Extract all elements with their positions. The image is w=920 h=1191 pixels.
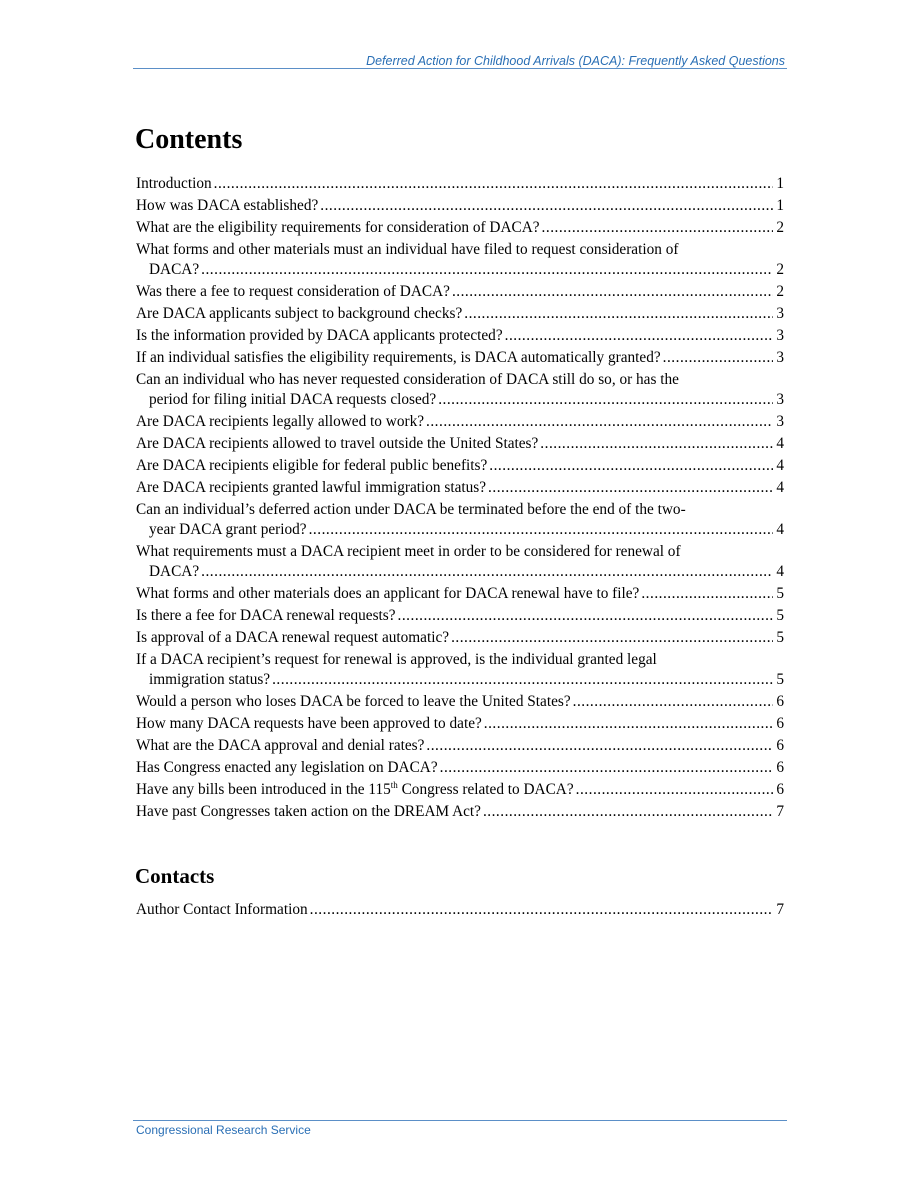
toc-entry[interactable] xyxy=(136,692,784,712)
toc-page-number: 6 xyxy=(776,693,784,710)
toc-entry-text-continued: immigration status? xyxy=(149,671,271,688)
dot-leader xyxy=(320,196,773,216)
toc-entry-text-main: Are DACA recipients eligible for federal public benefits? xyxy=(136,457,488,474)
dot-leader xyxy=(309,520,774,540)
toc-list xyxy=(136,174,784,824)
toc-entry-text-main: What are the DACA approval and denial rates? xyxy=(136,737,425,754)
toc-entry-text xyxy=(136,304,462,324)
toc-entry[interactable] xyxy=(136,736,784,756)
toc-page-number: 5 xyxy=(776,607,784,624)
toc-entry-text xyxy=(136,174,212,194)
toc-entry[interactable] xyxy=(136,628,784,648)
toc-page-number: 4 xyxy=(776,479,784,496)
toc-entry-text xyxy=(136,326,503,346)
toc-entry-text xyxy=(136,584,639,604)
toc-page-number: 3 xyxy=(776,327,784,344)
toc-entry[interactable] xyxy=(136,900,784,920)
toc-entry-text xyxy=(136,348,661,368)
dot-leader xyxy=(440,758,774,778)
toc-entry-text xyxy=(136,218,540,238)
toc-entry[interactable] xyxy=(136,282,784,302)
toc-entry-text-continued: DACA? xyxy=(149,261,200,278)
toc-page-number: 4 xyxy=(776,563,784,580)
toc-page-number: 6 xyxy=(776,781,784,798)
dot-leader xyxy=(573,692,774,712)
toc-entry-text-main: What are the eligibility requirements for consideration of DACA? xyxy=(136,219,540,236)
toc-entry-text-main: Have past Congresses taken action on the DREAM Act? xyxy=(136,803,481,820)
toc-page-number: 6 xyxy=(776,737,784,754)
toc-entry-text-main: Introduction xyxy=(136,175,212,192)
dot-leader xyxy=(505,326,774,346)
toc-entry[interactable] xyxy=(136,584,784,604)
dot-leader xyxy=(398,606,774,626)
toc-entry-text: If a DACA recipient’s request for renewal is approved, is the individual granted legal xyxy=(136,651,657,668)
header-rule xyxy=(133,68,787,69)
dot-leader xyxy=(488,478,773,498)
dot-leader xyxy=(483,802,773,822)
toc-entry[interactable] xyxy=(136,478,784,498)
dot-leader xyxy=(489,456,773,476)
dot-leader xyxy=(426,412,773,432)
toc-entry-text xyxy=(136,434,538,454)
toc-entry-text xyxy=(136,900,308,920)
toc-page-number: 5 xyxy=(776,629,784,646)
toc-entry-text-main: What forms and other materials does an applicant for DACA renewal have to file? xyxy=(136,585,640,602)
toc-entry[interactable] xyxy=(136,196,784,216)
toc-entry-text-main: Was there a fee to request consideration of DACA? xyxy=(136,283,450,300)
toc-entry[interactable] xyxy=(136,326,784,346)
toc-page-number: 4 xyxy=(776,521,784,538)
dot-leader xyxy=(310,900,774,920)
toc-entry-text xyxy=(136,196,318,216)
dot-leader xyxy=(438,390,773,410)
toc-entry-text-main: Author Contact Information xyxy=(136,901,308,918)
toc-entry[interactable] xyxy=(136,348,784,368)
toc-entry-text-main: Are DACA recipients allowed to travel outside the United States? xyxy=(136,435,539,452)
toc-page-number: 7 xyxy=(776,901,784,918)
toc-page-number: 1 xyxy=(776,175,784,192)
toc-entry[interactable] xyxy=(136,218,784,238)
toc-entry-text xyxy=(136,714,482,734)
dot-leader xyxy=(451,628,773,648)
dot-leader xyxy=(464,304,773,324)
toc-entry-text-main: Is the information provided by DACA applicants protected? xyxy=(136,327,503,344)
toc-page-number: 5 xyxy=(776,671,784,688)
dot-leader xyxy=(452,282,773,302)
toc-entry-text: What requirements must a DACA recipient meet in order to be considered for renewal of xyxy=(136,543,681,560)
toc-page-number: 2 xyxy=(776,219,784,236)
toc-entry-text xyxy=(136,736,424,756)
toc-page-number: 2 xyxy=(776,261,784,278)
toc-entry-text-continued: year DACA grant period? xyxy=(149,521,307,538)
dot-leader xyxy=(663,348,774,368)
dot-leader xyxy=(426,736,773,756)
toc-entry-text-main: Is approval of a DACA renewal request automatic? xyxy=(136,629,450,646)
toc-entry[interactable] xyxy=(136,780,784,800)
toc-entry-text: Can an individual’s deferred action under DACA be terminated before the end of the two- xyxy=(136,501,686,518)
toc-entry-text-main: Has Congress enacted any legislation on DACA? xyxy=(136,759,438,776)
toc-entry-text-main: How was DACA established? xyxy=(136,197,319,214)
toc-entry-text: What forms and other materials must an individual have filed to request consideration of xyxy=(136,241,679,258)
toc-entry-text-main: Are DACA applicants subject to background checks? xyxy=(136,305,463,322)
toc-entry[interactable] xyxy=(136,370,784,410)
toc-page-number: 6 xyxy=(776,759,784,776)
toc-entry-text xyxy=(136,692,571,712)
dot-leader xyxy=(540,434,773,454)
dot-leader xyxy=(484,714,774,734)
toc-entry-text-main: Are DACA recipients legally allowed to work? xyxy=(136,413,425,430)
page-title: Contents xyxy=(135,124,243,155)
toc-entry-text xyxy=(136,802,481,822)
toc-entry[interactable] xyxy=(136,304,784,324)
toc-entry-text xyxy=(136,758,438,778)
toc-entry[interactable] xyxy=(136,802,784,822)
toc-page-number: 6 xyxy=(776,715,784,732)
dot-leader xyxy=(214,174,774,194)
toc-entry-text-continued: period for filing initial DACA requests closed? xyxy=(149,391,437,408)
toc-entry[interactable] xyxy=(136,412,784,432)
footer-rule xyxy=(133,1120,787,1121)
toc-entry[interactable] xyxy=(136,606,784,626)
toc-entry[interactable] xyxy=(136,650,784,690)
contacts-list xyxy=(136,900,784,922)
toc-page-number: 1 xyxy=(776,197,784,214)
toc-entry-text-main: Is there a fee for DACA renewal requests? xyxy=(136,607,396,624)
footer-org: Congressional Research Service xyxy=(136,1123,311,1137)
toc-entry-text-main: Would a person who loses DACA be forced to leave the United States? xyxy=(136,693,571,710)
toc-page-number: 3 xyxy=(776,349,784,366)
running-header: Deferred Action for Childhood Arrivals (DACA): Frequently Asked Questions xyxy=(366,54,785,68)
toc-entry[interactable] xyxy=(136,542,784,582)
toc-entry[interactable] xyxy=(136,240,784,280)
contacts-title: Contacts xyxy=(135,864,215,888)
toc-entry[interactable] xyxy=(136,758,784,778)
toc-page-number: 7 xyxy=(776,803,784,820)
toc-entry[interactable] xyxy=(136,434,784,454)
toc-entry-text xyxy=(136,628,449,648)
toc-entry[interactable] xyxy=(136,714,784,734)
toc-page-number: 5 xyxy=(776,585,784,602)
toc-page-number: 3 xyxy=(776,391,784,408)
toc-entry[interactable] xyxy=(136,174,784,194)
dot-leader xyxy=(201,562,773,582)
toc-entry-text-main: Have any bills been introduced in the 115 xyxy=(136,781,391,798)
toc-entry-text xyxy=(136,282,450,302)
toc-entry-text: Can an individual who has never requested consideration of DACA still do so, or has the xyxy=(136,371,679,388)
toc-entry-text xyxy=(136,478,486,498)
toc-entry-text xyxy=(136,780,574,800)
toc-page-number: 2 xyxy=(776,283,784,300)
toc-entry-text-main: How many DACA requests have been approved to date? xyxy=(136,715,482,732)
toc-entry-text-main: If an individual satisfies the eligibility requirements, is DACA automatically granted? xyxy=(136,349,661,366)
toc-entry-text xyxy=(136,412,424,432)
toc-entry-text xyxy=(136,606,396,626)
toc-entry-text-tail: Congress related to DACA? xyxy=(397,781,574,798)
toc-page-number: 3 xyxy=(776,413,784,430)
dot-leader xyxy=(272,670,773,690)
toc-page-number: 3 xyxy=(776,305,784,322)
toc-entry-text-main: Are DACA recipients granted lawful immigration status? xyxy=(136,479,487,496)
toc-entry-text xyxy=(136,456,487,476)
toc-entry-text-continued: DACA? xyxy=(149,563,200,580)
dot-leader xyxy=(641,584,773,604)
dot-leader xyxy=(542,218,774,238)
ordinal-superscript: th xyxy=(390,779,398,790)
dot-leader xyxy=(201,260,773,280)
toc-entry[interactable] xyxy=(136,456,784,476)
toc-page-number: 4 xyxy=(776,457,784,474)
dot-leader xyxy=(576,780,774,800)
toc-entry[interactable] xyxy=(136,500,784,540)
toc-page-number: 4 xyxy=(776,435,784,452)
